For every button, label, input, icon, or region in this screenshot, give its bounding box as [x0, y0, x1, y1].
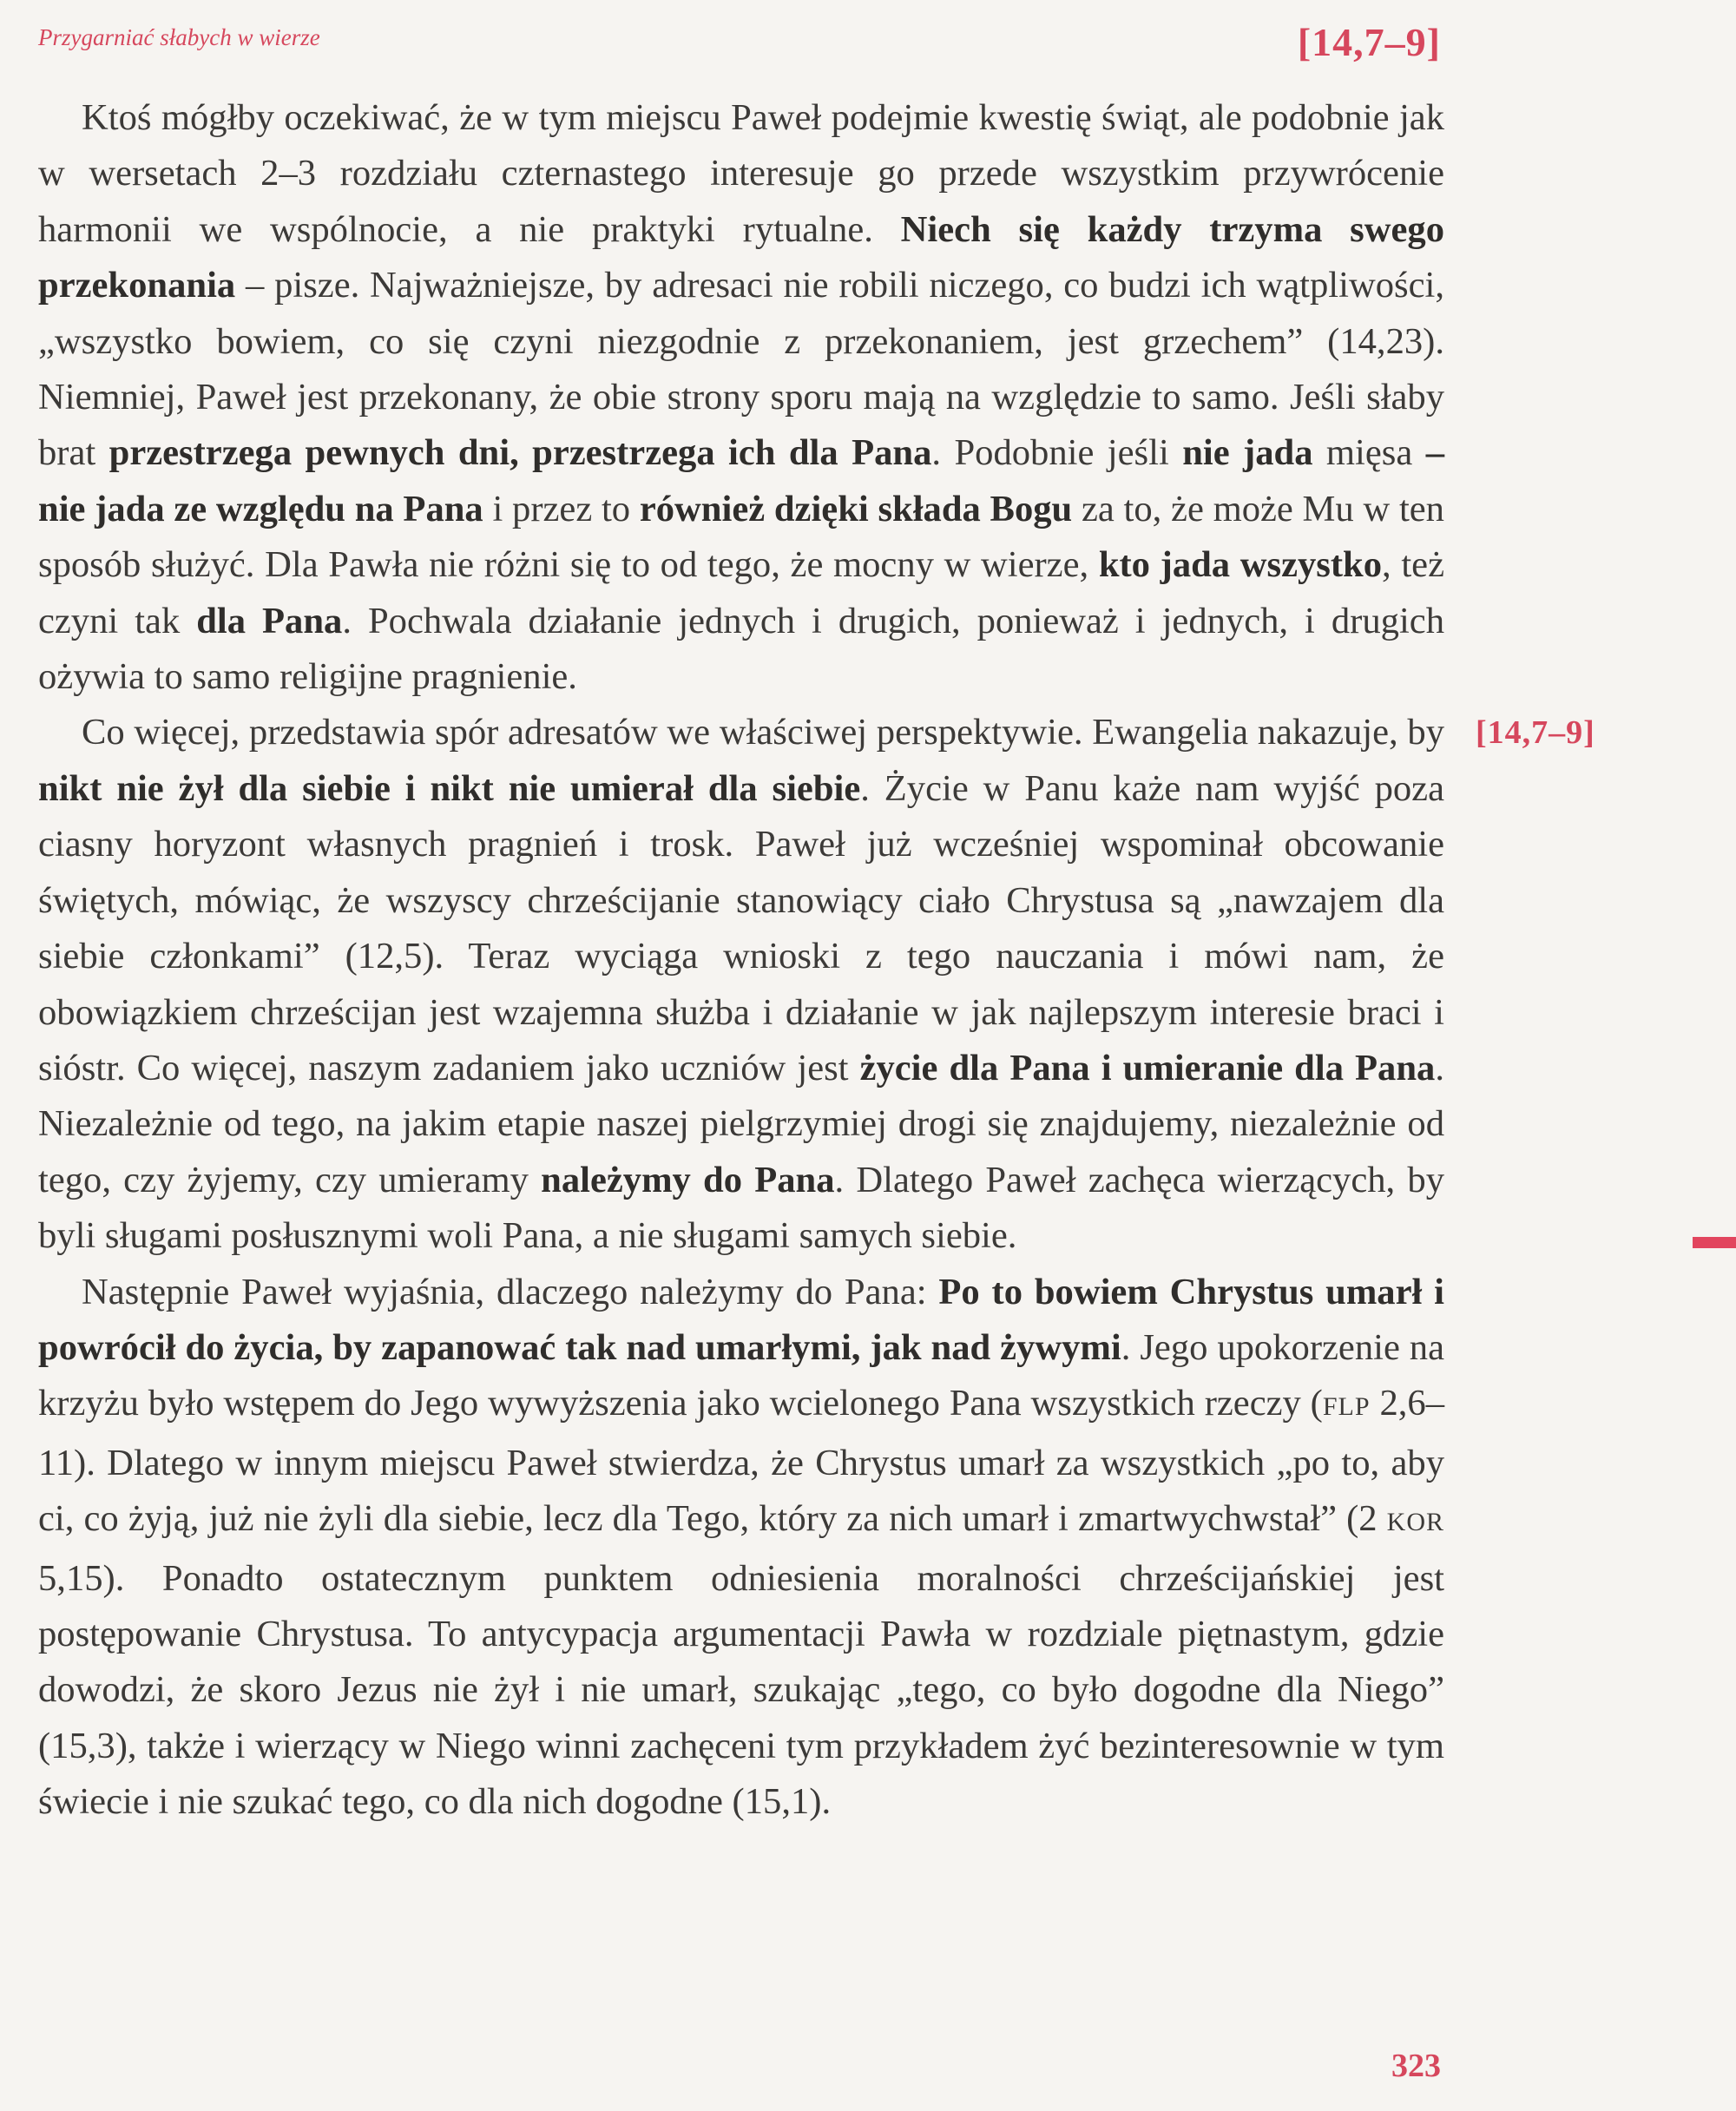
- text-run: Następnie Paweł wyjaśnia, dlaczego należymy do Pana:: [82, 1271, 939, 1312]
- book-abbreviation: KOR: [1386, 1508, 1444, 1537]
- bold-quote: Niech się każdy trzyma swego przekonania: [38, 208, 1444, 306]
- bold-quote: nie jada: [1182, 432, 1313, 474]
- bold-quote: Po to bowiem Chrystus umarł i powrócił do życia, by zapanować tak nad umarłymi, jak nad żywymi: [38, 1271, 1444, 1368]
- bold-quote: dla Pana: [196, 600, 343, 641]
- text-run: 5,15). Ponadto ostatecznym punktem odniesienia moralności chrześcijańskiej jest postępowanie Chrystusa. To antycypacja argumentacji Pawła w rozdziale piętnastym, gdzie dowodzi, że skoro Jezus nie żył i nie umarł, szukając „tego, co było dogodne dla Niego” (15,3), także i wierzący w Niego winni zachęceni tym przykładem żyć bezinteresownie w tym świecie i nie szukać tego, co dla nich dogodne (15,1).: [38, 1557, 1444, 1823]
- bold-quote: przestrzega pewnych dni, przestrzega ich dla Pana: [108, 432, 932, 474]
- bold-quote: – nie jada ze względu na Pana: [38, 432, 1444, 529]
- page-number: 323: [1391, 2048, 1441, 2084]
- bold-quote: życie dla Pana i umieranie dla Pana: [859, 1047, 1436, 1088]
- text-run: . Życie w Panu każe nam wyjść poza ciasny horyzont własnych pragnień i trosk. Paweł już wcześniej wspominał obcowanie świętych, mówiąc, że wszyscy chrześcijanie stanowiący ciało Chrystusa są „nawzajem dla siebie członkami” (12,5). Teraz wyciąga wnioski z tego nauczania i mówi nam, że obowiązkiem chrześcijan jest wzajemna służba i działanie w jak najlepszym interesie braci i sióstr. Co więcej, naszym zadaniem jako uczniów jest: [38, 767, 1444, 1088]
- text-run: Co więcej, przedstawia spór adresatów we właściwej perspektywie. Ewangelia nakazuje, by: [82, 712, 1444, 753]
- paragraph-1: [38, 90, 1444, 705]
- text-run: mięsa: [1312, 432, 1426, 474]
- text-run: . Pochwala działanie jednych i drugich, ponieważ i jednych, i drugich ożywia to samo religijne pragnienie.: [38, 600, 1444, 698]
- paragraph-2: [38, 705, 1444, 1264]
- book-abbreviation: FLP: [1322, 1392, 1371, 1422]
- running-title: Przygarniać słabych w wierze: [38, 24, 320, 50]
- paragraph-3: [38, 1265, 1444, 1831]
- bold-quote: również dzięki składa Bogu: [639, 488, 1073, 529]
- text-run: i przez to: [483, 488, 640, 529]
- thumb-index-mark: [1693, 1237, 1736, 1248]
- bold-quote: należymy do Pana: [541, 1159, 835, 1200]
- header-verse-reference: [14,7–9]: [1297, 20, 1441, 64]
- margin-verse-reference: [14,7–9]: [1476, 714, 1595, 751]
- text-run: za to, że może Mu w ten sposób służyć. Dla Pawła nie różni się to od tego, że mocny w wierze,: [38, 488, 1444, 586]
- main-text: [38, 90, 1444, 1831]
- text-run: – pisze. Najważniejsze, by adresaci nie robili niczego, co budzi ich wątpliwości, „wszystko bowiem, co się czyni niezgodnie z przekonaniem, jest grzechem” (14,23). Niemniej, Paweł jest przekonany, że obie strony sporu mają na względzie to samo. Jeśli słaby brat: [38, 265, 1444, 474]
- bold-quote: nikt nie żył dla siebie i nikt nie umierał dla siebie: [38, 767, 861, 809]
- text-run: . Dlatego Paweł zachęca wierzących, by byli sługami posłusznymi woli Pana, a nie sługami samych siebie.: [38, 1159, 1444, 1257]
- text-run: . Jego upokorzenie na krzyżu było wstępem do Jego wywyższenia jako wcielonego Pana wszystkich rzeczy (: [38, 1326, 1444, 1424]
- text-run: 2,6–11). Dlatego w innym miejscu Paweł stwierdza, że Chrystus umarł za wszystkich „po to, aby ci, co żyją, już nie żyli dla siebie, lecz dla Tego, który za nich umarł i zmartwychwstał” (2: [38, 1383, 1444, 1540]
- text-run: , też czyni tak: [38, 544, 1444, 641]
- text-run: . Podobnie jeśli: [931, 432, 1183, 474]
- text-run: . Niezależnie od tego, na jakim etapie naszej pielgrzymiej drogi się znajdujemy, niezależnie od tego, czy żyjemy, czy umieramy: [38, 1047, 1444, 1200]
- bold-quote: kto jada wszystko: [1098, 544, 1383, 586]
- text-run: Ktoś mógłby oczekiwać, że w tym miejscu Paweł podejmie kwestię świąt, ale podobnie jak w wersetach 2–3 rozdziału czternastego interesuje go przede wszystkim przywrócenie harmonii we wspólnocie, a nie praktyki rytualne.: [38, 97, 1444, 250]
